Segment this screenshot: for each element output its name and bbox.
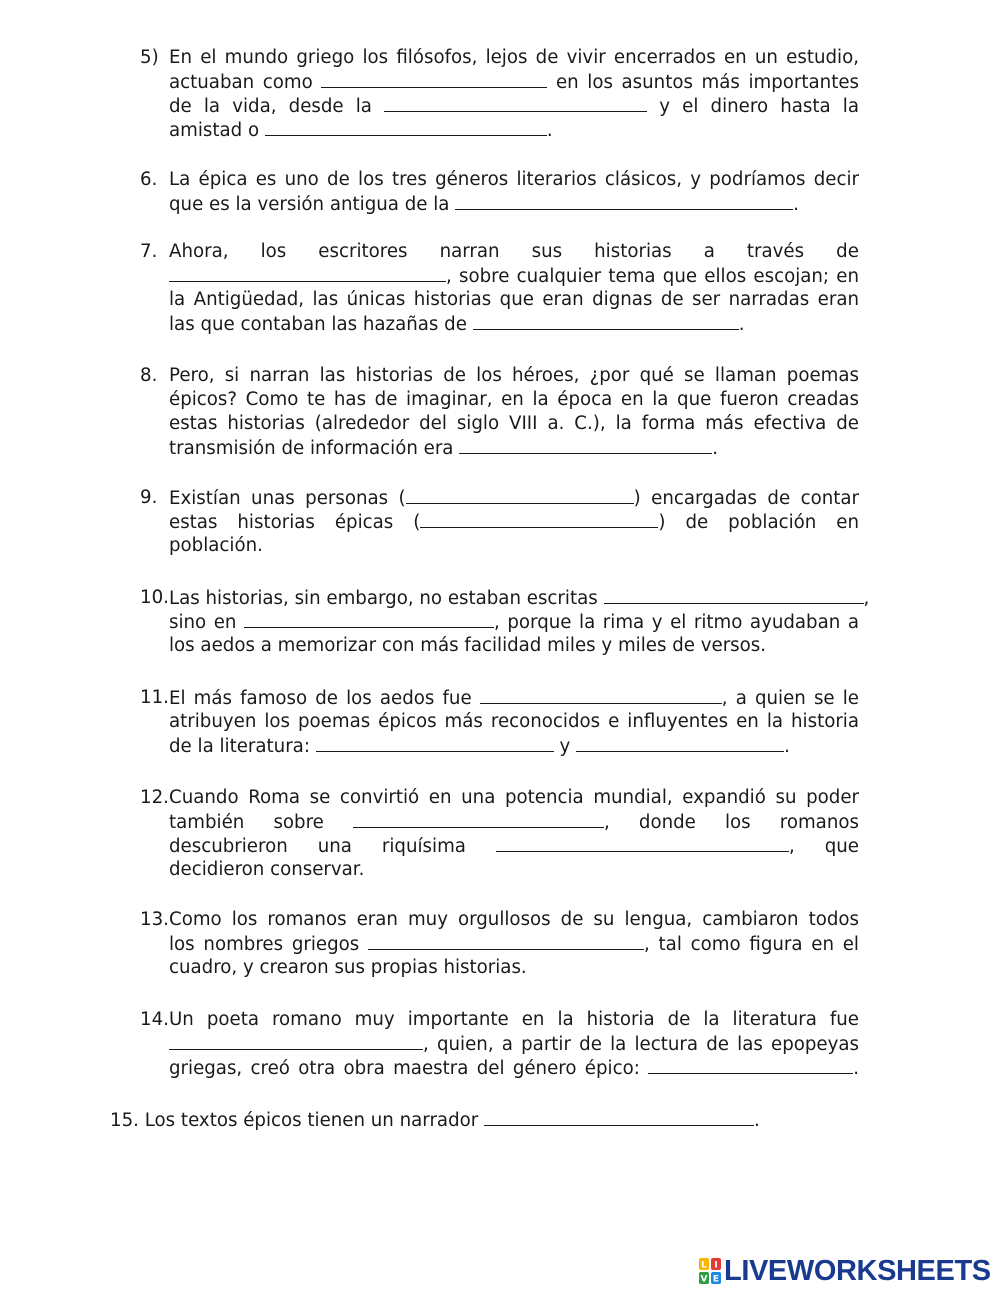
text-segment: . [738,314,745,335]
answer-blank[interactable] [459,436,712,454]
text-segment: también [169,812,245,833]
text-segment: Las historias, sin embargo, no estaban escritas [169,588,598,609]
text-line [169,908,859,932]
question-text [169,46,859,142]
text-line [169,192,859,216]
text-segment: narran [439,241,500,262]
text-segment: romanos [779,812,859,833]
question-10 [140,586,870,658]
text-line [169,1032,859,1056]
text-segment: Ahora, [169,241,229,262]
text-line [169,486,859,510]
logo-letter: I [714,1260,718,1271]
question-13 [140,908,859,980]
text-segment: ) de población en [658,512,859,533]
text-line [169,264,859,288]
text-segment: las que contaban las hazañas de [169,314,467,335]
text-segment: actuaban como [169,72,313,93]
question-9 [140,486,859,558]
question-text [169,908,859,980]
text-segment: , [788,836,795,857]
answer-blank[interactable] [353,810,604,828]
question-text [169,586,870,658]
question-text [169,786,859,882]
text-line [169,46,859,70]
brand-logo [699,1256,991,1286]
answer-blank[interactable] [648,1056,853,1074]
text-line [169,94,859,118]
question-8 [140,364,859,460]
text-segment: una [317,836,352,857]
text-line [169,734,859,758]
answer-blank[interactable] [604,586,864,604]
question-text: Los textos épicos tienen un narrador [144,1110,479,1131]
text-segment: los [724,812,751,833]
text-segment: los [260,241,287,262]
text-line [169,240,859,264]
question-number: 12. [140,787,169,808]
brand-name: LIVEWORKSHEETS [724,1255,991,1287]
question-number: 11. [140,687,169,708]
text-segment: amistad o [169,120,260,141]
logo-letter: V [700,1274,708,1284]
question-number: 15. [110,1110,139,1131]
question-text [169,240,859,336]
logo-letter: L [701,1260,707,1271]
question-number: 8. [140,365,158,386]
text-segment: de la literatura: [169,736,310,757]
text-line [169,586,870,610]
answer-blank[interactable] [265,118,547,136]
text-line [169,710,859,734]
question-text [169,486,859,558]
answer-blank[interactable] [406,486,634,504]
text-line [169,858,859,882]
text-segment: población. [169,535,263,556]
text-segment: griegas, creó otra obra maestra del género épico: [169,1058,640,1079]
question-7 [140,240,859,336]
text-line [169,534,859,558]
text-line [169,288,859,312]
text-segment: La épica es uno de los tres géneros literarios clásicos, y podríamos decir [169,169,859,190]
text-line [169,956,859,980]
text-line [169,510,859,534]
text-segment: , [863,588,870,609]
text-segment: ) encargadas de contar [633,488,859,509]
answer-blank[interactable] [321,70,547,88]
question-14 [140,1008,859,1080]
text-segment: , porque la rima y el ritmo ayudaban a [494,612,859,633]
answer-blank[interactable] [496,834,789,852]
text-segment: que [824,836,859,857]
text-line [169,312,859,336]
text-line [169,932,859,956]
text-segment: épicos? Como te has de imaginar, en la época en la que fueron creadas [169,389,859,410]
question-text [169,686,859,758]
question-number: 10. [140,587,169,608]
text-segment: sobre [273,812,324,833]
text-line [169,364,859,388]
question-number: 6. [140,169,158,190]
text-segment: Existían unas personas ( [169,488,406,509]
question-number: 5) [140,47,159,68]
question-text [169,168,859,216]
question-11 [140,686,859,758]
answer-blank[interactable] [316,734,554,752]
text-segment: que es la versión antigua de la [169,194,450,215]
text-line [169,436,859,460]
text-segment: Como los romanos eran muy orgullosos de su lengua, cambiaron todos [169,909,859,930]
text-line [169,388,859,412]
logo-letter: E [712,1274,720,1284]
text-segment: , quien, a partir de la lectura de las epopeyas [423,1034,859,1055]
text-segment: , tal como figura en el [644,934,859,955]
question-text [169,1008,859,1080]
text-segment: riquísima [381,836,466,857]
question-number: 13. [140,909,169,930]
question-6 [140,168,859,216]
text-segment: sus [531,241,563,262]
text-line [169,412,859,436]
text-line [169,686,859,710]
answer-blank[interactable] [484,1108,754,1126]
question-number: 9. [140,487,158,508]
answer-blank[interactable] [384,94,647,112]
text-segment: . [712,438,719,459]
answer-blank[interactable] [244,610,494,628]
question-number: 14. [140,1009,169,1030]
answer-blank[interactable] [473,312,739,330]
answer-blank[interactable] [169,1032,423,1050]
text-segment: y el dinero hasta la [659,96,859,117]
question-text [169,364,859,460]
text-segment: cuadro, y crearon sus propias historias. [169,957,527,978]
text-segment: los nombres griegos [169,934,360,955]
text-segment: de la vida, desde la [169,96,372,117]
text-segment: través [746,241,805,262]
answer-blank[interactable] [576,734,784,752]
question-15 [110,1108,760,1133]
answer-blank[interactable] [169,264,446,282]
text-segment: de [836,241,859,262]
text-line [169,610,859,634]
text-segment: En el mundo griego los filósofos, lejos de vivir encerrados en un estudio, [169,47,859,68]
answer-blank[interactable] [480,686,722,704]
text-segment: , a quien se le [721,688,859,709]
text-segment: los aedos a memorizar con más facilidad miles y miles de versos. [169,635,767,656]
text-segment: transmisión de información era [169,438,454,459]
text-segment: El más famoso de los aedos fue [169,688,472,709]
text-segment: a [703,241,715,262]
text-line [169,834,859,858]
text-line [169,168,859,192]
text-line [169,1056,859,1080]
text-segment: la Antigüedad, las únicas historias que eran dignas de ser narradas eran [169,289,859,310]
answer-blank[interactable] [368,932,644,950]
text-segment: Un poeta romano muy importante en la historia de la literatura fue [169,1009,859,1030]
text-segment: , sobre cualquier tema que ellos escojan; en [446,266,859,287]
text-segment: y [559,736,571,757]
question-12 [140,786,859,882]
answer-blank[interactable] [455,192,793,210]
question-number: 7. [140,241,158,262]
text-segment: decidieron conservar. [169,859,365,880]
text-segment: . [853,1058,859,1079]
question-5 [140,46,859,142]
text-segment: atribuyen los poemas épicos más reconocidos e influyentes en la historia [169,711,859,732]
question-end: . [754,1110,760,1131]
text-segment: historias [594,241,672,262]
text-segment: Cuando Roma se convirtió en una potencia mundial, expandió su poder [169,787,859,808]
text-segment: . [784,736,790,757]
text-segment: . [546,120,553,141]
text-line [169,1008,859,1032]
text-segment: donde [638,812,696,833]
text-segment: escritores [318,241,408,262]
text-segment: estas historias (alrededor del siglo VIII a. C.), la forma más efectiva de [169,413,859,434]
text-segment: . [793,194,800,215]
text-segment: descubrieron [169,836,288,857]
answer-blank[interactable] [420,510,658,528]
text-segment: , [603,812,610,833]
text-segment: Pero, si narran las historias de los héroes, ¿por qué se llaman poemas [169,365,859,386]
text-line [169,786,859,810]
text-line [169,634,859,658]
text-segment: estas historias épicas ( [169,512,421,533]
text-line [169,70,859,94]
text-segment: en los asuntos más importantes [555,72,860,93]
text-segment: sino en [169,612,237,633]
liveworksheets-logo-icon [699,1258,721,1284]
text-line [169,810,859,834]
text-line [169,118,859,142]
